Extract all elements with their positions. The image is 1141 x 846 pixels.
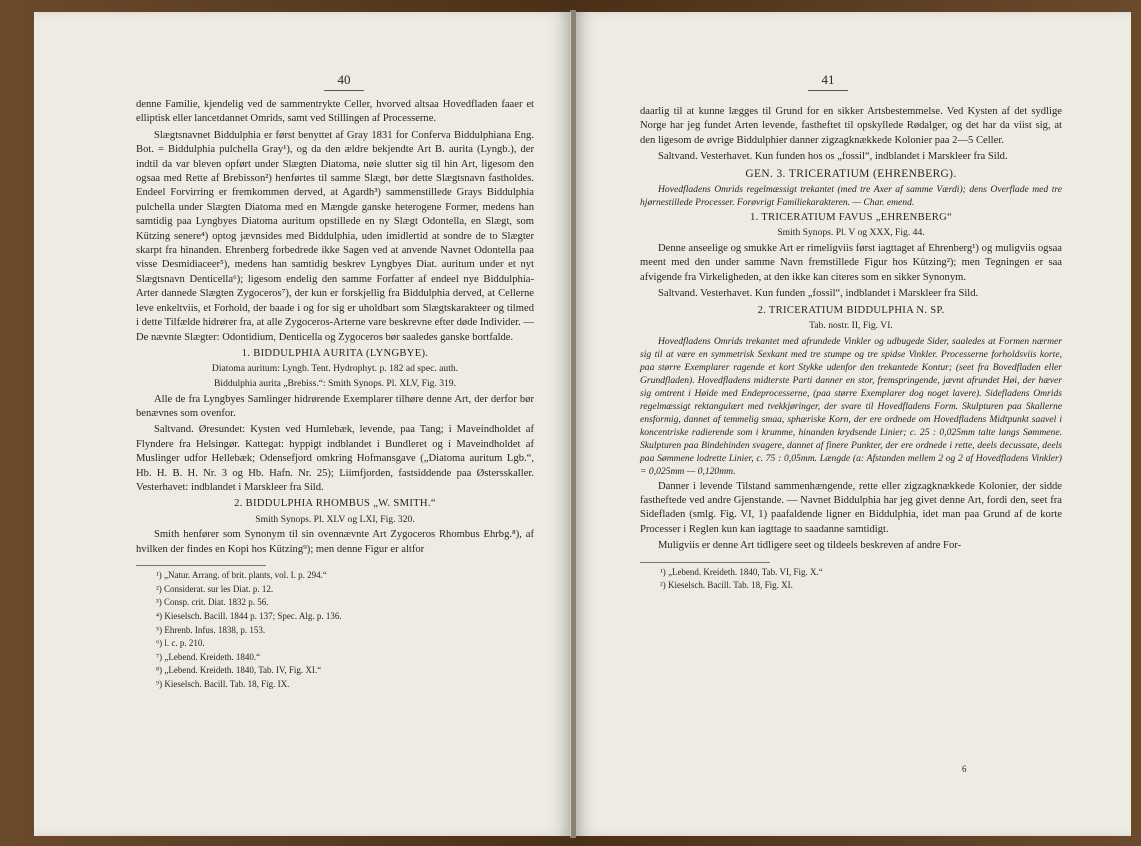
paragraph: Alle de fra Lyngbyes Samlinger hidrørende Exemplarer tilhøre denne Art, der derfor bør benævnes som ovenfor.	[136, 393, 534, 419]
footnote: ²) Kieselsch. Bacill. Tab. 18, Fig. XI.	[660, 580, 793, 591]
paragraph: Saltvand. Øresundet: Kysten ved Humlebæk, levende, paa Tang; i Maveindholdet af Flyndere fra Helsingør. Kattegat: hyppigt indblandet i Bundleret og i Maveindholdet af Muslinger udfor Hellebæk; Odensefjord omkring Hofmansgave („Diatoma auritum Lgb.“, Hb. H. B. H. Nr. 3 og Hb. Hafn. Nr. 25); Liimfjorden, fastsiddende paa Østersskaller. Vesterhavet: indblandet i Marskleer fra Sild.	[136, 424, 534, 493]
footnote: ³) Consp. crit. Diat. 1832 p. 56.	[156, 597, 269, 608]
footnote-rule	[136, 565, 266, 566]
genus-heading: GEN. 3. TRICERATIUM (EHRENBERG).	[745, 167, 957, 180]
left-page-body	[136, 98, 534, 693]
footnote: ⁹) Kieselsch. Bacill. Tab. 18, Fig. IX.	[156, 678, 290, 689]
footnote: ¹) „Lebend. Kreideth. 1840, Tab. VI, Fig. X.“	[660, 566, 823, 577]
left-page	[34, 12, 571, 836]
footnote: ⁵) Ehrenb. Infus. 1838, p. 153.	[156, 624, 266, 635]
paragraph: Muligviis er denne Art tidligere seet og tildeels beskreven af andre For-	[658, 540, 962, 552]
paragraph: Saltvand. Vesterhavet. Kun funden hos os „fossil“, indblandet i Marskleer fra Sild.	[658, 151, 1008, 163]
paragraph: Danner i levende Tilstand sammenhængende, rette eller zigzagknækkede Kolonier, der sidde fastheftede ved andre Gjenstande. — Navnet Biddulphia har jeg givet denne Art, fordi den, seet fra Sidefladen (smlg. Fig. VI, 1) paafaldende ligner en Biddulphia, idet man paa Grund af de korte Processer i Reglen kun kan iagttage to saadanne samtidigt.	[640, 480, 1062, 535]
page-number: 40	[324, 72, 364, 91]
species-heading: 1. TRICERATIUM FAVUS „EHRENBERG“	[749, 212, 953, 224]
synonym-line: Smith Synops. Pl. XLV og LXI, Fig. 320.	[255, 513, 415, 525]
footnote: ⁶) l. c. p. 210.	[156, 638, 205, 649]
synonym-line: Diatoma auritum: Lyngb. Tent. Hydrophyt. p. 182 ad spec. auth.	[211, 363, 459, 375]
species-heading: 2. TRICERATIUM BIDDULPHIA N. SP.	[757, 304, 945, 316]
paragraph: Smith henfører som Synonym til sin ovennævnte Art Zygoceros Rhombus Ehrbg.⁸), af hvilken der findes en Kopi hos Kützing⁹); men denne Figur er altfor	[136, 529, 534, 555]
footnote: ²) Considerat. sur les Diat. p. 12.	[156, 583, 274, 594]
right-page	[576, 12, 1131, 836]
synonym-line: Smith Synops. Pl. V og XXX, Fig. 44.	[777, 227, 925, 239]
paragraph: Saltvand. Vesterhavet. Kun funden „fossil“, indblandet i Marskleer fra Sild.	[658, 288, 979, 300]
signature-mark: 6	[962, 764, 967, 774]
paragraph: Slægtsnavnet Biddulphia er først benyttet af Gray 1831 for Conferva Biddulphiana Eng. Bot. = Biddulphia pulchella Gray¹), og da den ældre bekjendte Art B. aurita (Lyngb.), der indtil da var bleven opført under Slægten Diatoma, nøie slutter sig til hin Art, ligesom den ogsaa med Rette af Brebisson²) henførtes til samme Slægt, bør dette Slægtsnavn fastholdes. Endeel Forvirring er fremkommen derved, at Agardh³) sammenstillede Grays Biddulphia pulchella under Slægten Diatoma med en Mængde ganske heterogene Former, medens han samtidig paa Lyngbyes Diatoma auritum opstillede en ny Slægt Odontella, en Slægt, som Kützing senere⁴) optog jævnsides med Biddulphia, uden imidlertid at sondre de to Slægter skarpt fra hinanden. Ehrenberg forbedrede ikke Sagen ved at anvende Navnet Odontella paa visse Desmidiaceer⁵), medens han samtidig beskrev Lyngbyes Diat. auritum under et nyt Slægtsnavn Denticella⁶); ligesom endelig den samme Forfatter af endeel nye Biddulphia-Arter dannede Slægten Zygoceros⁷), der kun er forskjellig fra Biddulphia derved, at Cellerne leve enkeltviis, et Forhold, der baade i og for sig er uholdbart som Slægtskarakteer og tilmed i dette Tilfælde hidrører fra, at alle Zygoceros-Arterne vare beskrevne efter døde Individer. — De nævnte Slægter: Odontidium, Denticella og Zygoceros bør saaledes ganske bortfalde.	[136, 129, 534, 343]
footnote-rule	[640, 562, 770, 563]
right-page-body	[640, 105, 1062, 594]
genus-character: Hovedfladens Omrids regelmæssigt trekantet (med tre Axer af samme Værdi); dens Overflade med tre hjørnestillede Processer. Forøvrigt Familiekarakteren. — Char. emend.	[640, 184, 1062, 209]
footnote: ⁸) „Lebend. Kreideth. 1840, Tab. IV, Fig. XI.“	[156, 665, 322, 676]
page-number: 41	[808, 72, 848, 91]
paragraph: Denne anseelige og smukke Art er rimeligviis først iagttaget af Ehrenberg¹) og muligviis ogsaa meent med den under samme Navn fremstillede Figur hos Kützing²); men Tegningen er saa afvigende fra Virkeligheden, at den ikke kan citeres som en sikker Synonym.	[640, 243, 1062, 283]
footnote: ¹) „Natur. Arrang. of brit. plants, vol. I. p. 294.“	[156, 570, 327, 581]
paragraph: denne Familie, kjendelig ved de sammentrykte Celler, hvorved altsaa Hovedfladen faaer et elliptisk eller lancetdannet Omrids, samt ved Stillingen af Processerne.	[136, 99, 534, 125]
species-heading: 2. BIDDULPHIA RHOMBUS „W. SMITH.“	[234, 498, 436, 510]
footnote: ⁴) Kieselsch. Bacill. 1844 p. 137; Spec. Alg. p. 136.	[156, 610, 342, 621]
species-description: Hovedfladens Omrids trekantet med afrundede Vinkler og udbugede Sider, saaledes at Formen nærmer sig til at være en symmetrisk Sexkant med tre stumpe og tre spidse Vinkler. Processerne forholdsviis korte, paa større Exemplarer ragende et kort Stykke udenfor den trekantede Kontur; (seet fra Bovedfladen eller Grundfladen). Hovedfladens midterste Parti danner en stor, fremspringende, jævnt afrundet Høi, der hæver sig omtrent i Høide med Endeprocesserne, (paa større Exemplarer dog noget lavere). Sidefladens Omrids regelmæssigt rektangulært med tvekkjøringer, der svare til Hovedfladens Form. Skulpturen paa Skallerne ensformig, dannet af temmelig smaa, sphæriske Korn, der ere ordnede om Hovedfladens Midtpunkt saavel i koncentriske radierende som i krumme, hinanden krydsende Linier; c. 25 : 0,025mm talte langs Sømmene. Skulpturen paa Bindehinden svagere, dannet af finere Punkter, der ere ordnede i rette, deels decussate, deels paa Sømmene lodrette Linier, c. 75 : 0,05mm. Længde (a: Afstanden mellem 2 og 2 af Hovedfladens Vinkler) = 0,025mm — 0,120mm.	[640, 335, 1062, 477]
paragraph: daarlig til at kunne lægges til Grund for en sikker Artsbestemmelse. Ved Kysten af det sydlige Norge har jeg fundet Arten levende, fastheftet til opskyllede Rødalger, og det har da viist sig, at den ligesom de øvrige Biddulphier danner zigzagknækkede Kolonier paa 2—5 Celler.	[640, 106, 1062, 146]
synonym-line: Tab. nostr. II, Fig. VI.	[809, 320, 893, 332]
footnote: ⁷) „Lebend. Kreideth. 1840.“	[156, 651, 261, 662]
synonym-line: Biddulphia aurita „Brebiss.“: Smith Synops. Pl. XLV, Fig. 319.	[214, 377, 456, 389]
species-heading: 1. BIDDULPHIA AURITA (LYNGBYE).	[241, 347, 429, 359]
